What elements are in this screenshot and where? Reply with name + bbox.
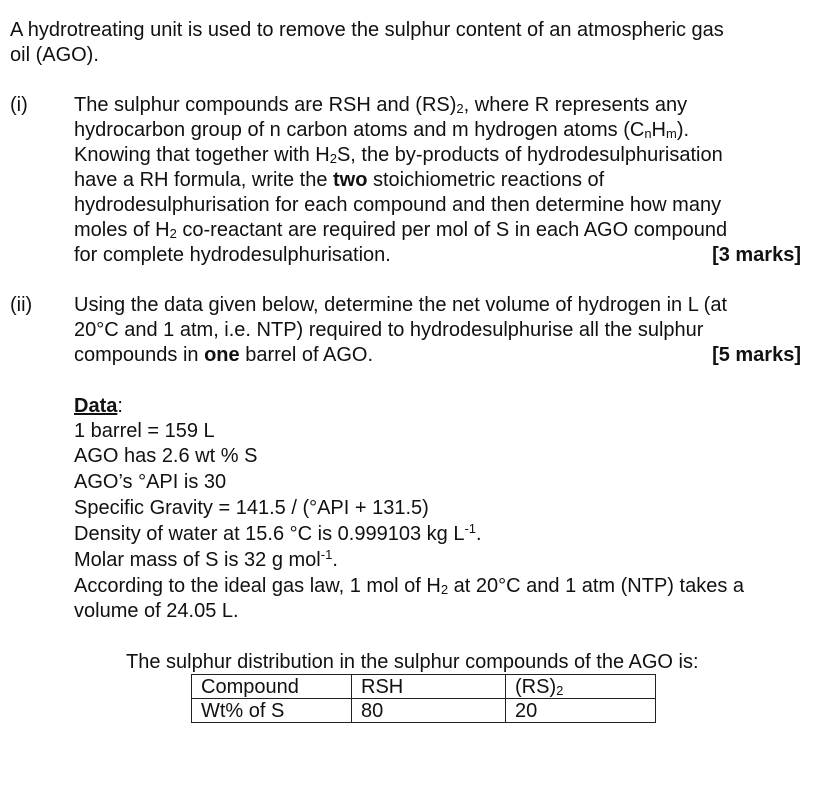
part-i-line-4: have a RH formula, write the two stoichiometric reactions of (74, 169, 605, 191)
data-ideal-gas: According to the ideal gas law, 1 mol of $H_2$ at 20°C and 1 atm (NTP) takes a (74, 575, 745, 597)
data-specific-gravity: Specific Gravity = 141.5 / (°API + 131.5) (74, 497, 429, 519)
table-header-rs2: $(RS)_2$ (506, 675, 656, 699)
data-water-density: Density of water at 15.6 °C is 0.999103 kg $L^{-1}$. (74, 521, 482, 545)
part-i-line-1: The sulphur compounds are RSH and $(RS)_2$, where R represents any (74, 94, 688, 116)
part-ii-line-1: Using the data given below, determine the net volume of hydrogen in L (at (74, 294, 727, 316)
part-ii-marks: [5 marks] (712, 344, 801, 366)
table-row-label: Wt% of S (192, 699, 352, 723)
part-i-line-3: Knowing that together with $H_2S$, the by-products of hydrodesulphurisation (74, 144, 723, 166)
part-i-line-6: moles of $H_2$ co-reactant are required per mol of S in each AGO compound (74, 219, 728, 241)
part-i-line-2: hydrocarbon group of n carbon atoms and m hydrogen atoms $(C_nH_m)$. (74, 119, 690, 141)
data-ideal-gas-volume: volume of 24.05 L. (74, 600, 239, 622)
data-api: AGO’s °API is 30 (74, 471, 227, 493)
part-ii-line-3: compounds in one barrel of AGO. (74, 344, 374, 366)
table-header-row (192, 675, 656, 699)
intro-line-2: oil (AGO). (10, 44, 99, 66)
part-ii-line-2: 20°C and 1 atm, i.e. NTP) required to hydrodesulphurise all the sulphur (74, 319, 704, 341)
part-i-label: (i) (10, 94, 28, 116)
part-i-line-5: hydrodesulphurisation for each compound and then determine how many (74, 194, 722, 216)
distribution-table (191, 674, 656, 723)
table-header-rsh: RSH (352, 675, 506, 699)
data-barrel: 1 barrel = 159 L (74, 420, 215, 442)
table-cell-rs2: 20 (506, 699, 656, 723)
part-i-marks: [3 marks] (712, 244, 801, 266)
data-sulphur-wt: AGO has 2.6 wt % S (74, 445, 258, 467)
intro-line-1: A hydrotreating unit is used to remove the sulphur content of an atmospheric gas (10, 19, 724, 41)
distribution-caption: The sulphur distribution in the sulphur compounds of the AGO is: (126, 651, 699, 673)
part-i-line-7: for complete hydrodesulphurisation. (74, 244, 391, 266)
table-cell-rsh: 80 (352, 699, 506, 723)
data-molar-mass: Molar mass of S is 32 g mol$^{-1}$. (74, 547, 338, 571)
table-row (192, 699, 656, 723)
table-header-compound: Compound (192, 675, 352, 699)
data-heading: Data: (74, 395, 123, 417)
part-ii-label: (ii) (10, 294, 33, 316)
